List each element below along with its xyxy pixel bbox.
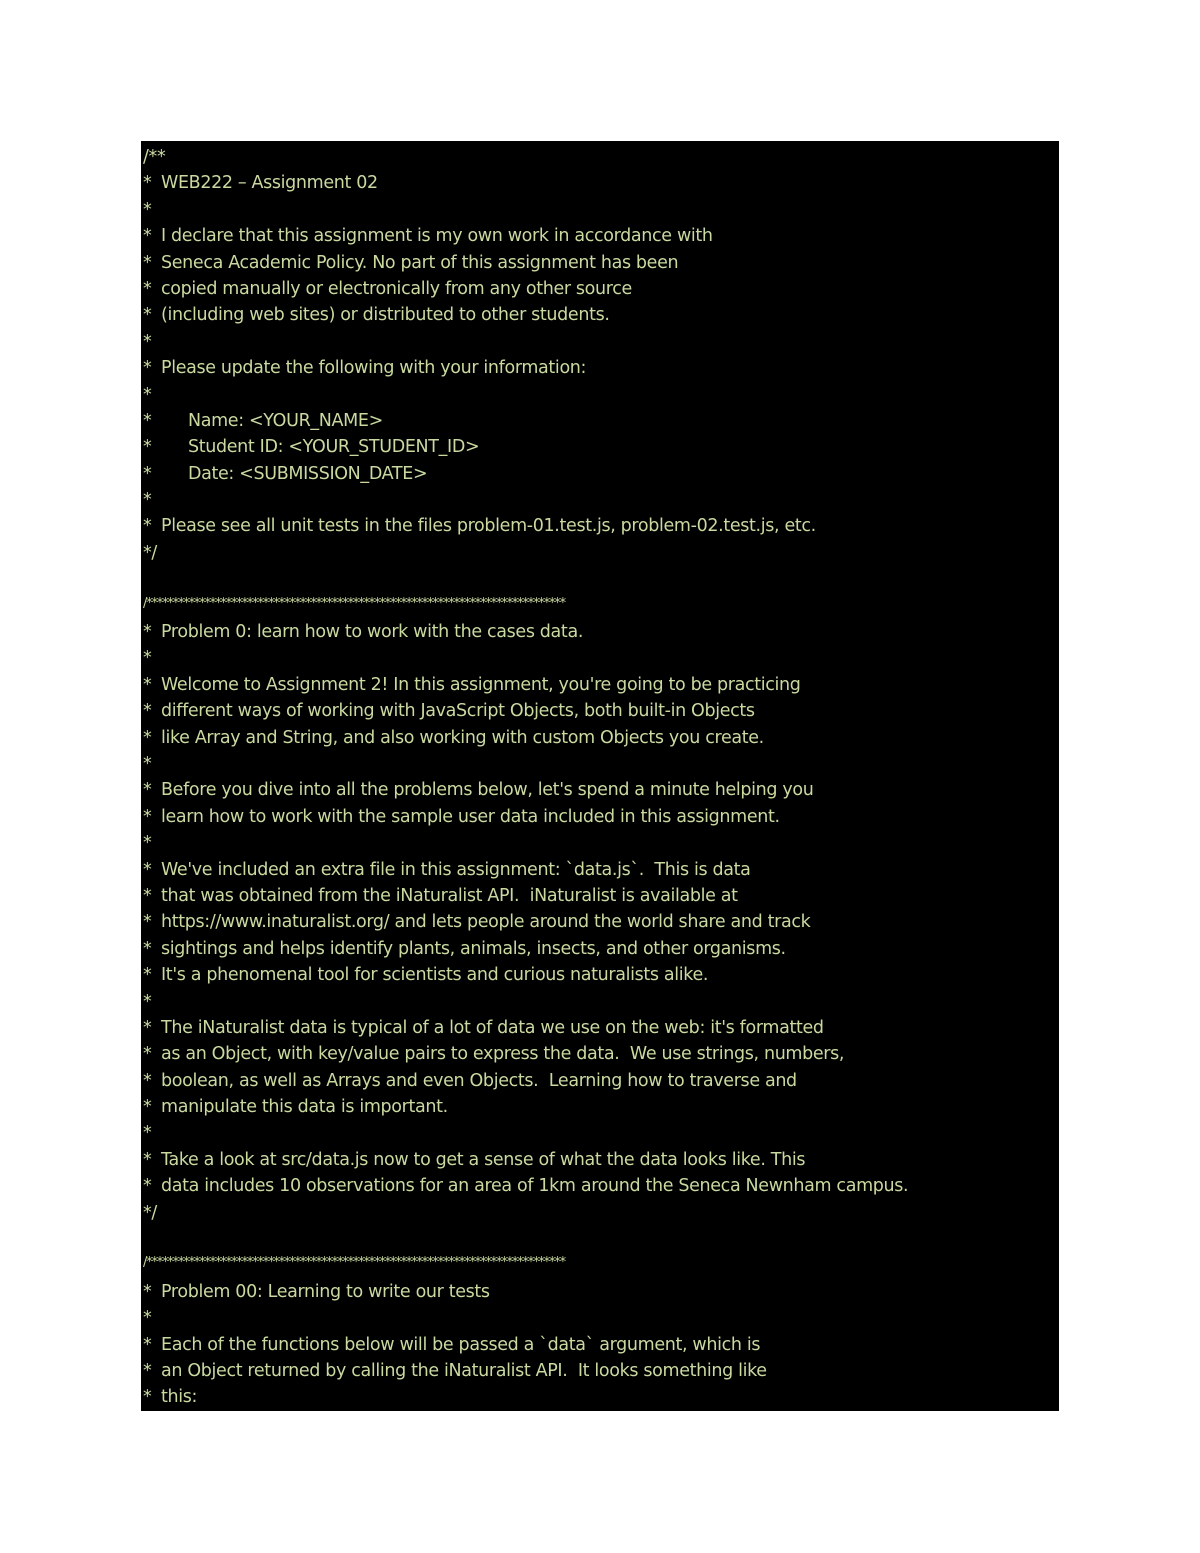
code-line-field: * Name: <YOUR_NAME> bbox=[143, 410, 383, 431]
code-line: * The iNaturalist data is typical of a lot of data we use on the web: it's formatted bbox=[143, 1017, 824, 1038]
code-line: * boolean, as well as Arrays and even Objects. Learning how to traverse and bbox=[143, 1070, 797, 1091]
code-line: * that was obtained from the iNaturalist API. iNaturalist is available at bbox=[143, 885, 738, 906]
code-line: * Please see all unit tests in the files problem-01.test.js, problem-02.test.js, etc. bbox=[143, 516, 816, 537]
code-line: * data includes 10 observations for an area of 1km around the Seneca Newnham campus. bbox=[143, 1176, 909, 1197]
code-line: * Each of the functions below will be passed a `data` argument, which is bbox=[143, 1334, 761, 1355]
code-line: * (including web sites) or distributed to other students. bbox=[143, 305, 610, 326]
code-line: * different ways of working with JavaScript Objects, both built-in Objects bbox=[143, 701, 755, 722]
code-line: * as an Object, with key/value pairs to express the data. We use strings, numbers, bbox=[143, 1044, 845, 1065]
code-line: * sightings and helps identify plants, animals, insects, and other organisms. bbox=[143, 938, 786, 959]
comment-close: */ bbox=[143, 1202, 157, 1223]
code-line-blank: * bbox=[143, 490, 152, 511]
comment-open: /** bbox=[143, 147, 166, 167]
code-line: * manipulate this data is important. bbox=[143, 1097, 448, 1118]
code-line-empty bbox=[141, 566, 1059, 592]
code-line: * Please update the following with your information: bbox=[143, 358, 587, 379]
code-line: * like Array and String, and also working with custom Objects you create. bbox=[143, 727, 764, 748]
code-comment-block bbox=[141, 141, 1059, 1411]
code-line-blank: * bbox=[143, 199, 152, 220]
code-line: * an Object returned by calling the iNaturalist API. It looks something like bbox=[143, 1360, 767, 1381]
code-line: * Problem 00: Learning to write our tests bbox=[143, 1281, 490, 1302]
code-line: * I declare that this assignment is my own work in accordance with bbox=[143, 226, 713, 247]
code-line-empty bbox=[141, 1226, 1059, 1252]
code-line-blank: * bbox=[143, 1123, 152, 1144]
code-line-blank: * bbox=[143, 833, 152, 854]
code-line-blank: * bbox=[143, 331, 152, 352]
code-line-field: * Date: <SUBMISSION_DATE> bbox=[143, 463, 428, 484]
code-line: * Take a look at src/data.js now to get a sense of what the data looks like. This bbox=[143, 1149, 806, 1170]
code-line: * Welcome to Assignment 2! In this assignment, you're going to be practicing bbox=[143, 674, 801, 695]
code-line: * We've included an extra file in this assignment: `data.js`. This is data bbox=[143, 859, 751, 880]
code-line-blank: * bbox=[143, 1308, 152, 1329]
code-line: * WEB222 – Assignment 02 bbox=[143, 173, 378, 194]
code-line-blank: * bbox=[143, 753, 152, 774]
code-line: * It's a phenomenal tool for scientists and curious naturalists alike. bbox=[143, 965, 709, 986]
code-line-blank: * bbox=[143, 991, 152, 1012]
code-line-blank: * bbox=[143, 384, 152, 405]
code-line: * learn how to work with the sample user data included in this assignment. bbox=[143, 806, 780, 827]
comment-close: */ bbox=[143, 542, 157, 563]
code-line: * Problem 0: learn how to work with the cases data. bbox=[143, 622, 584, 643]
code-line: * Seneca Academic Policy. No part of this assignment has been bbox=[143, 252, 679, 273]
comment-rule: /******************************************************************************* bbox=[143, 595, 565, 611]
code-line: * Before you dive into all the problems below, let's spend a minute helping you bbox=[143, 780, 814, 801]
code-line-blank: * bbox=[143, 648, 152, 669]
code-line: * copied manually or electronically from any other source bbox=[143, 278, 632, 299]
code-line: * https://www.inaturalist.org/ and lets people around the world share and track bbox=[143, 912, 811, 933]
code-line: * this: bbox=[143, 1387, 198, 1408]
comment-rule: /******************************************************************************* bbox=[143, 1255, 565, 1271]
code-line-field: * Student ID: <YOUR_STUDENT_ID> bbox=[143, 437, 480, 458]
